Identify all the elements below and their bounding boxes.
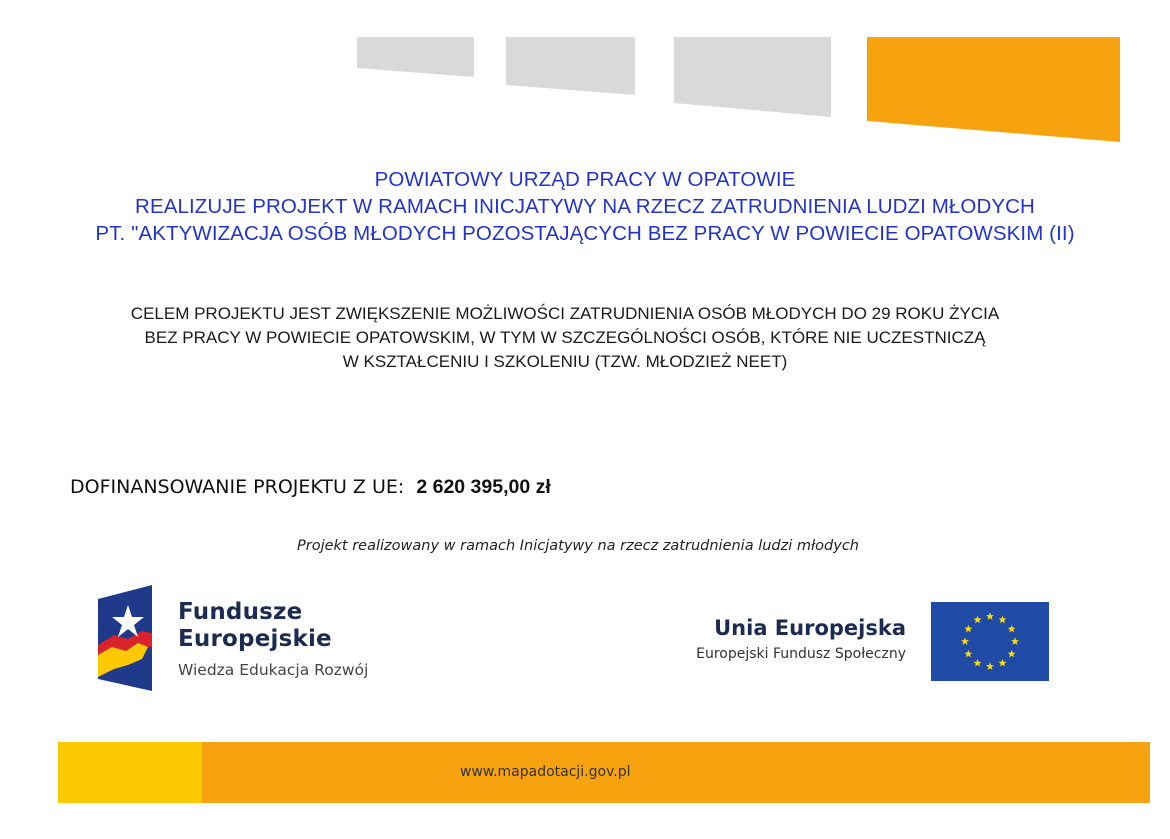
grey-shape-2 bbox=[506, 37, 635, 95]
goal-line-1: CELEM PROJEKTU JEST ZWIĘKSZENIE MOŻLIWOŚCI ZATRUDNIENIA OSÓB MŁODYCH DO 29 ROKU ŻYCIA bbox=[130, 304, 1000, 323]
goal-line-3: W KSZTAŁCENIU I SZKOLENIU (TZW. MŁODZIEŻ NEET) bbox=[342, 352, 788, 371]
unia-europejska-text bbox=[696, 615, 906, 662]
fe-line-2: Europejskie bbox=[178, 626, 332, 652]
title-line-1: POWIATOWY URZĄD PRACY W OPATOWIE bbox=[374, 168, 796, 191]
eu-flag-icon bbox=[931, 602, 1049, 681]
initiative-note: Projekt realizowany w ramach Inicjatywy na rzecz zatrudnienia ludzi młodych bbox=[297, 538, 859, 554]
grey-shape-3 bbox=[674, 37, 831, 117]
project-goal bbox=[0, 302, 1130, 374]
fundusze-europejskie-text bbox=[178, 599, 368, 679]
top-decorative-banner bbox=[0, 0, 1170, 150]
footer-url[interactable]: www.mapadotacji.gov.pl bbox=[460, 764, 631, 780]
footer-bar bbox=[58, 742, 1150, 803]
title-line-3: PT. "AKTYWIZACJA OSÓB MŁODYCH POZOSTAJĄCYCH BEZ PRACY W POWIECIE OPATOWSKIM (II) bbox=[95, 222, 1075, 245]
ue-subtitle: Europejski Fundusz Społeczny bbox=[696, 646, 906, 662]
goal-line-2: BEZ PRACY W POWIECIE OPATOWSKIM, W TYM W SZCZEGÓLNOŚCI OSÓB, KTÓRE NIE UCZESTNICZĄ bbox=[144, 328, 986, 347]
fe-subtitle: Wiedza Edukacja Rozwój bbox=[178, 661, 369, 679]
orange-shape bbox=[867, 37, 1120, 142]
fe-line-1: Fundusze bbox=[178, 599, 303, 625]
funding-info bbox=[70, 476, 551, 499]
fundusze-europejskie-logo-icon bbox=[98, 585, 156, 691]
project-title bbox=[0, 166, 1170, 247]
funding-label: DOFINANSOWANIE PROJEKTU Z UE: bbox=[70, 476, 405, 498]
grey-shape-1 bbox=[357, 37, 474, 77]
funding-amount: 2 620 395,00 zł bbox=[416, 476, 551, 498]
footer-yellow-block bbox=[58, 742, 202, 803]
ue-title: Unia Europejska bbox=[714, 616, 906, 640]
title-line-2: REALIZUJE PROJEKT W RAMACH INICJATYWY NA RZECZ ZATRUDNIENIA LUDZI MŁODYCH bbox=[135, 195, 1035, 218]
